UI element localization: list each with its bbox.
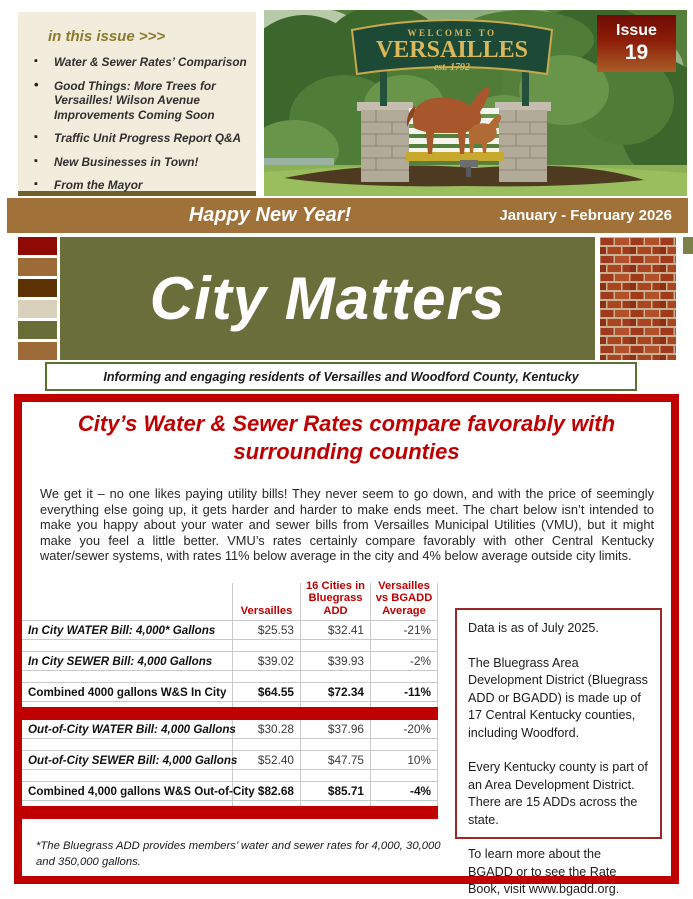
color-square [18, 258, 57, 276]
column-header: Versailles vs BGADD Average [375, 579, 433, 617]
sidebar-paragraph: The Bluegrass Area Development District (Bluegrass ADD or BGADD) is made up of 17 Central Kentucky counties, including Woodford. [468, 655, 648, 740]
in-this-issue-title: in this issue >>> [48, 28, 166, 45]
list-item: ▪ From the Mayor [32, 178, 256, 193]
table-row: In City SEWER Bill: 4,000 Gallons $39.02 $39.93 -2% [22, 652, 438, 671]
table-header-row [22, 579, 438, 621]
issue-badge [597, 15, 676, 72]
in-this-issue-panel [18, 12, 256, 196]
table-row: Combined 4,000 gallons W&S Out-of-City $82.68 $85.71 -4% [22, 782, 438, 801]
column-header: Versailles [240, 604, 293, 617]
in-this-issue-list [32, 55, 256, 193]
headline-line-1: City’s Water & Sewer Rates compare favorably with [77, 411, 616, 436]
sidebar-paragraph: Every Kentucky county is part of an Area Development District. There are 15 ADDs across the state. [468, 760, 648, 827]
headline-line-2: surrounding counties [233, 439, 460, 464]
masthead [0, 237, 693, 360]
table-row: Out-of-City SEWER Bill: 4,000 Gallons $52.40 $47.75 10% [22, 751, 438, 770]
spacer-row [22, 671, 438, 683]
article-body: We get it – no one likes paying utility bills! They never seem to go down, and with the price of seemingly everything else going up, it gets harder and harder to make ends meet. The chart below isn’t intended to make you happy about your water and sewer bills from Versailles Municipal Utilities (VMU), but it might make you feel a little better. VMU’s rates certainly compare favorably with other Central Kentucky water/sewer systems, with rates 11% below average in the city and 4% below average outside city limits. [40, 486, 654, 563]
issue-label: Issue [616, 22, 657, 39]
sidebar-paragraph: To learn more about the BGADD or to see the Rate Book, visit www.bgadd.org. [468, 847, 620, 896]
article-headline [22, 410, 671, 466]
issue-date-range: January - February 2026 [499, 207, 672, 224]
spacer-row [22, 739, 438, 751]
color-square [18, 300, 57, 318]
list-item: ▪ Water & Sewer Rates’ Comparison [32, 55, 256, 70]
masthead-accent-square [683, 237, 693, 254]
brick-wall-image [600, 237, 676, 360]
list-item: ▪ New Businesses in Town! [32, 155, 256, 170]
tagline-box [45, 362, 637, 391]
issue-number: 19 [624, 41, 649, 64]
spacer-row [22, 770, 438, 782]
tagline-text: Informing and engaging residents of Versailles and Woodford County, Kentucky [103, 369, 579, 384]
sign-city-name: VERSAILLES [375, 37, 529, 63]
color-square [18, 321, 57, 339]
spacer-row [22, 640, 438, 652]
color-square [18, 279, 57, 297]
info-sidebar [455, 608, 662, 896]
sign-welcome-text: WELCOME TO [407, 28, 497, 38]
article-panel [14, 394, 679, 896]
greeting-text: Happy New Year! [188, 204, 352, 226]
rates-table [22, 579, 438, 819]
column-header: 16 Cities in Bluegrass ADD [305, 579, 366, 617]
color-squares-strip [18, 237, 57, 363]
table-row: Combined 4000 gallons W&S In City $64.55 $72.34 -11% [22, 683, 438, 702]
spacer-row [22, 702, 438, 707]
color-square [18, 342, 57, 360]
spacer-row [22, 801, 438, 806]
table-row: In City WATER Bill: 4,000* Gallons $25.53 $32.41 -21% [22, 621, 438, 640]
date-banner [7, 198, 688, 233]
list-item: ▪ Traffic Unit Progress Report Q&A [32, 131, 256, 146]
masthead-banner [60, 237, 595, 360]
list-item: • Good Things: More Trees for Versailles! Wilson Avenue Improvements Coming Soon [32, 79, 256, 123]
red-divider-bar [22, 707, 438, 720]
newsletter-title: City Matters [149, 265, 506, 332]
sidebar-paragraph: Data is as of July 2025. [468, 621, 599, 635]
color-square [18, 237, 57, 255]
red-divider-bar [22, 806, 438, 819]
table-row: Out-of-City WATER Bill: 4,000 Gallons $30.28 $37.96 -20% [22, 720, 438, 739]
table-footnote: *The Bluegrass ADD provides members’ water and sewer rates for 4,000, 30,000 and 350,000 gallons. [36, 840, 441, 868]
sign-est-text: est. 1792 [433, 62, 471, 73]
